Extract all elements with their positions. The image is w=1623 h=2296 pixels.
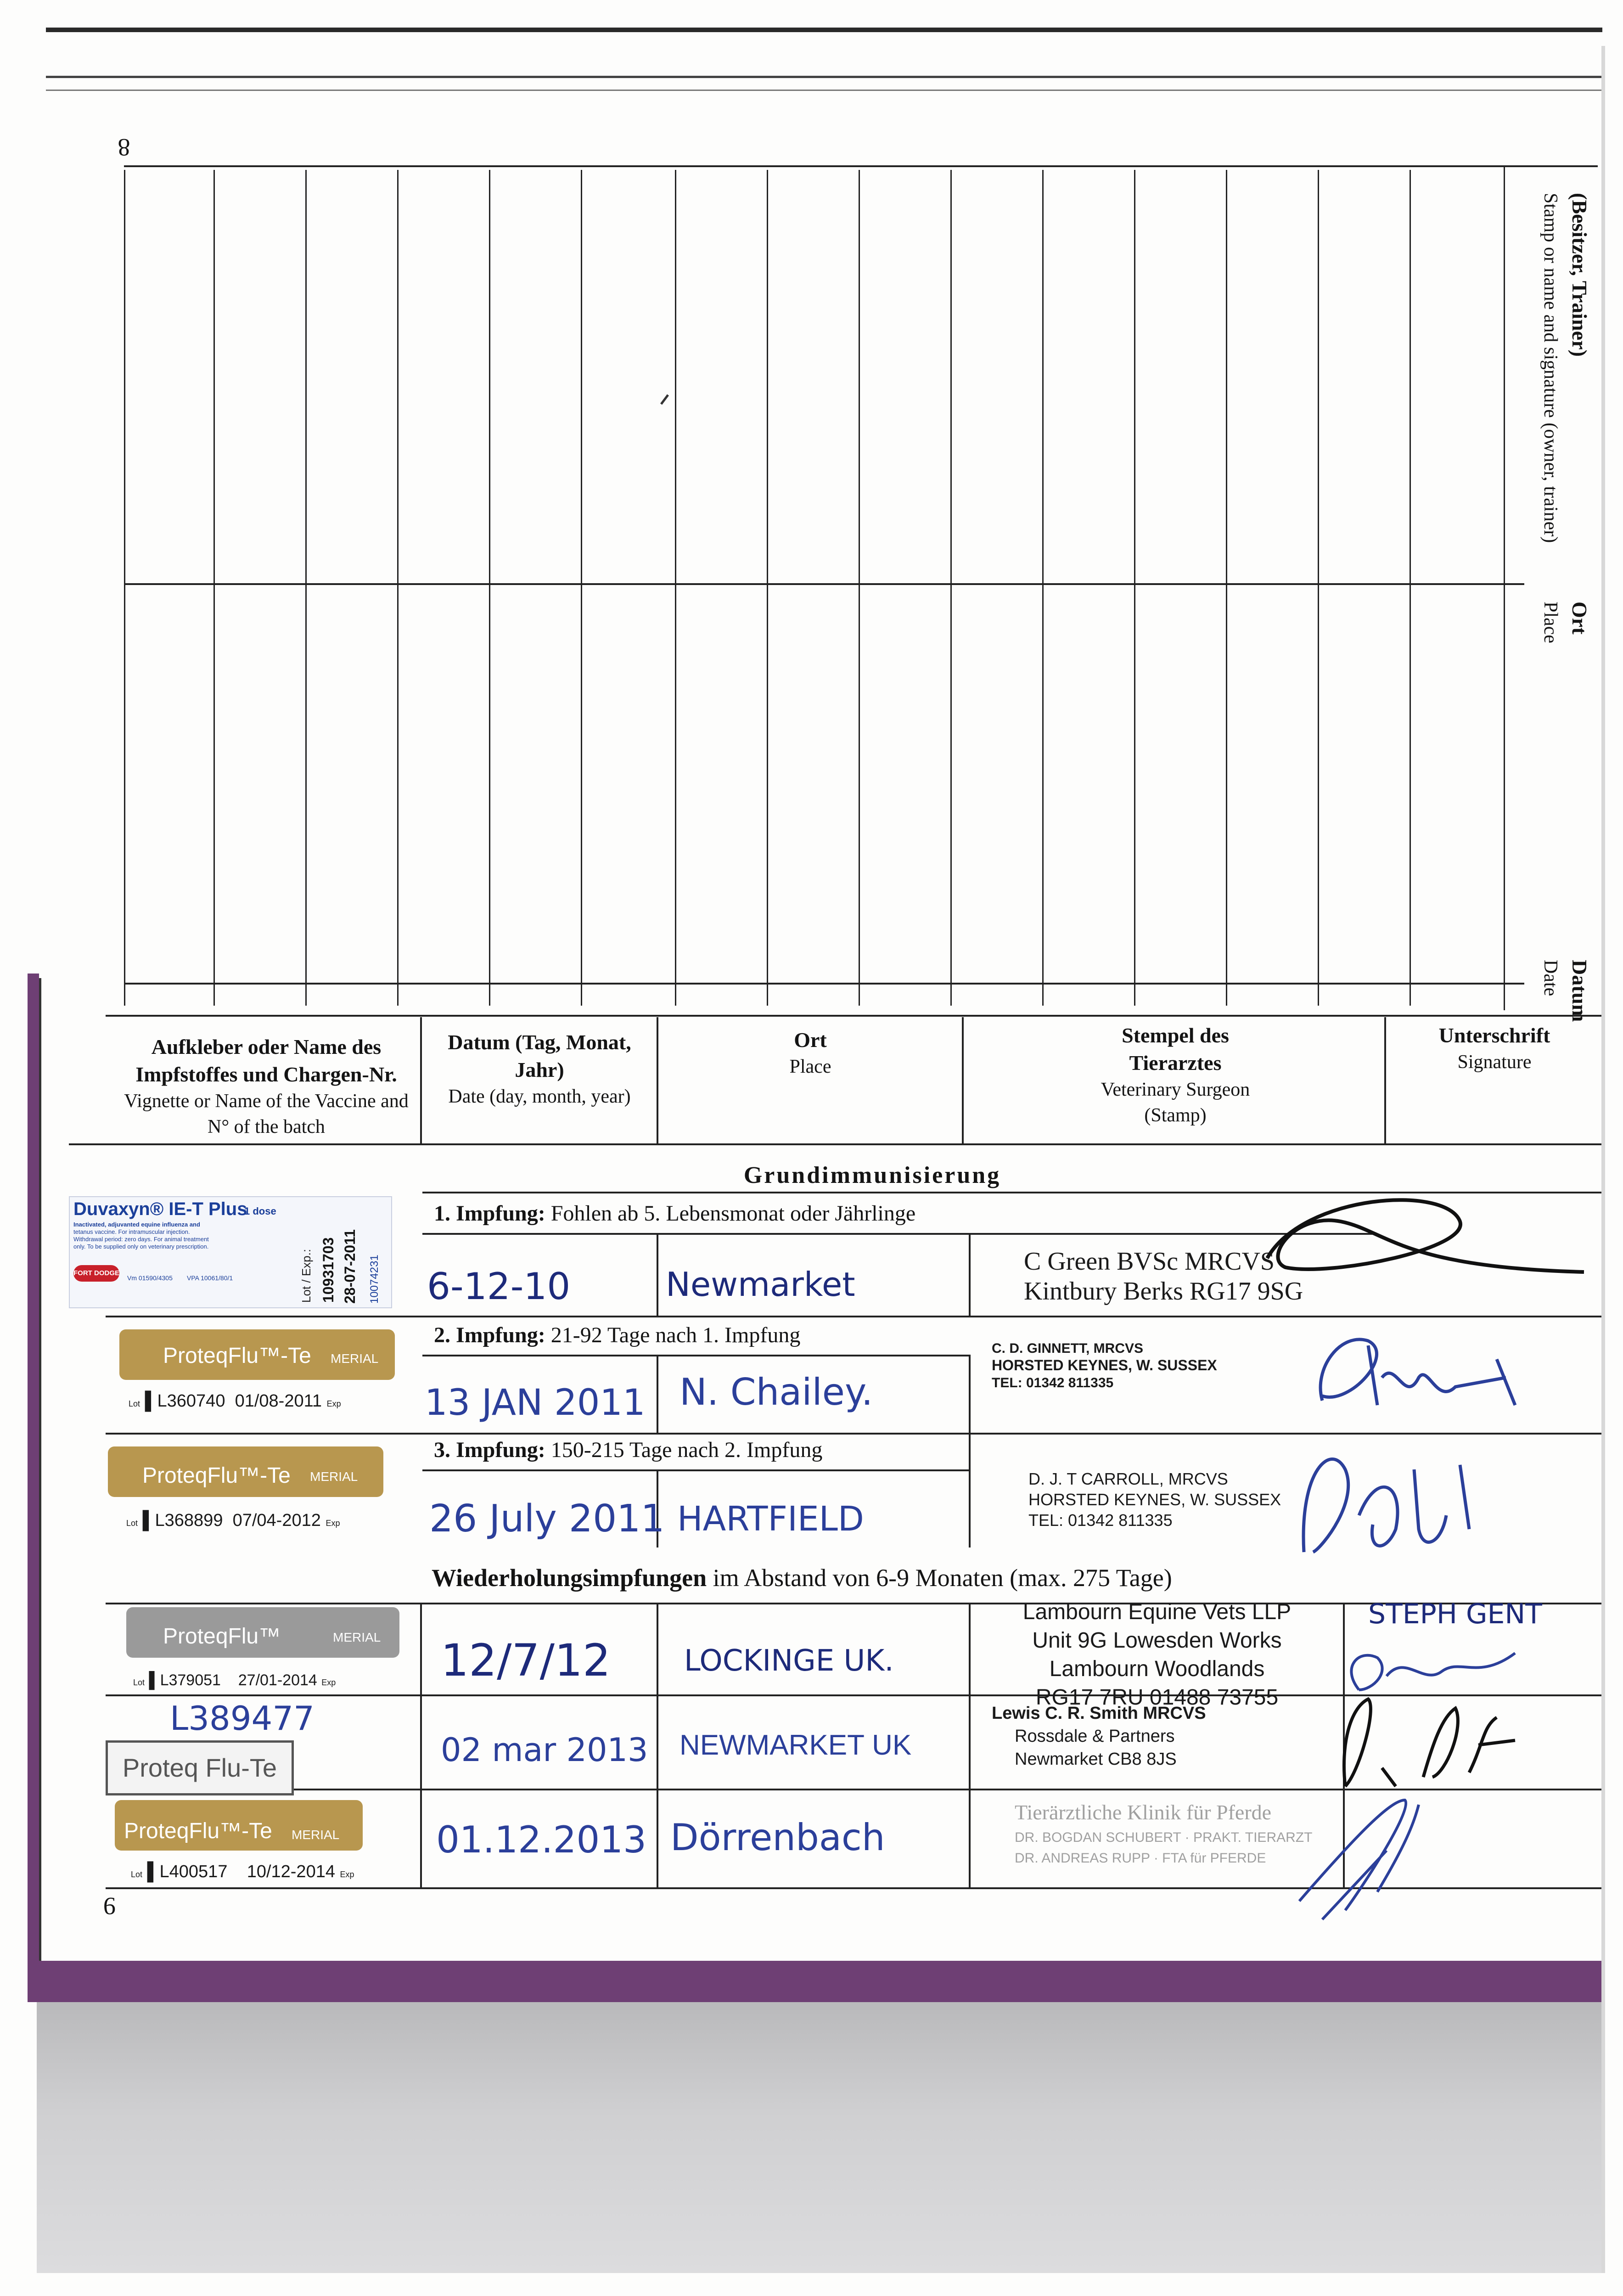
proteq-3-batch: Lot ▌L379051 27/01-2014 Exp: [133, 1671, 336, 1689]
proteq-1-product: ProteqFlu™-Te: [163, 1344, 311, 1368]
proteq-1-maker: MERIAL: [331, 1351, 379, 1366]
row2-label-rest: 21-92 Tage nach 1. Impfung: [545, 1323, 801, 1347]
proteq-2-lot: L368899: [155, 1511, 223, 1530]
cover-backing: [37, 2002, 1602, 2273]
booster1-stamp-3: Lambourn Woodlands: [1049, 1657, 1265, 1681]
header-place-title: Ort: [794, 1028, 827, 1052]
proteq-1-lot-abbr: Lot: [129, 1399, 140, 1408]
booster1-place: LOCKINGE UK.: [684, 1644, 894, 1678]
proteq-4-exp: 10/12-2014: [247, 1862, 335, 1881]
duvaxyn-dose: 1 dose: [244, 1205, 276, 1217]
proteq-3-product: ProteqFlu™: [163, 1624, 281, 1649]
row2-stamp-1: C. D. GINNETT, MRCVS: [992, 1341, 1144, 1356]
proteq-3-exp-abbr: Exp: [321, 1678, 336, 1687]
row3-stamp-2: HORSTED KEYNES, W. SUSSEX: [1028, 1490, 1281, 1509]
proteq-2-exp: 07/04-2012: [232, 1511, 321, 1530]
row3-stamp-1: D. J. T CARROLL, MRCVS: [1028, 1469, 1228, 1488]
row1-stamp-2: Kintbury Berks RG17 9SG: [1024, 1277, 1303, 1306]
proteq-4-lot: L400517: [159, 1862, 228, 1881]
row3-date: 26 July 2011: [429, 1497, 665, 1541]
cover-right-edge: [1601, 46, 1605, 2273]
booster3-stamp-2: DR. BOGDAN SCHUBERT · PRAKT. TIERARZT: [1015, 1830, 1313, 1845]
header-sig-sub: Signature: [1457, 1052, 1532, 1073]
signature-4: [1351, 1653, 1515, 1690]
proteq-2-exp-abbr: Exp: [326, 1519, 340, 1528]
row1-stamp-1: C Green BVSc MRCVS: [1024, 1247, 1275, 1276]
proteq-2-lot-abbr: Lot: [126, 1519, 138, 1528]
row1-date: 6-12-10: [427, 1265, 571, 1308]
proteq-4-exp-abbr: Exp: [340, 1870, 354, 1879]
upper-date-sub: Date: [1540, 960, 1561, 996]
booster2-stamp-3: Newmarket CB8 8JS: [1015, 1750, 1177, 1769]
row3-label-bold: 3. Impfung:: [434, 1438, 545, 1462]
signature-6: [1299, 1800, 1419, 1919]
booster-title-rest: im Abstand von 6-9 Monaten (max. 275 Tage): [707, 1564, 1172, 1592]
row1-label-bold: 1. Impfung:: [434, 1201, 545, 1226]
row1-place: Newmarket: [666, 1265, 855, 1304]
booster2-place: NEWMARKET UK: [680, 1729, 912, 1761]
proteq-1-exp: 01/08-2011: [235, 1391, 322, 1411]
duvaxyn-brand: FORT DODGE: [73, 1265, 119, 1282]
signature-2: [1320, 1339, 1515, 1405]
upper-date-title: Datum: [1568, 960, 1591, 1022]
row2-date: 13 JAN 2011: [425, 1382, 646, 1424]
booster-title-bold: Wiederholungsimpfungen: [432, 1564, 707, 1592]
duvaxyn-lot-label: Lot / Exp.:: [299, 1249, 313, 1303]
upper-sig-title: (Besitzer, Trainer): [1568, 193, 1591, 357]
duvaxyn-product: Duvaxyn® IE-T Plus: [73, 1199, 247, 1219]
header-date-sub: Date (day, month, year): [448, 1086, 631, 1107]
booster1-signer: STEPH GENT: [1368, 1598, 1542, 1630]
proteq-stamp-box: Proteq Flu-Te: [106, 1740, 294, 1795]
proteq-1-lot: L360740: [157, 1391, 225, 1411]
upper-place-sub: Place: [1540, 602, 1561, 643]
booster1-stamp-2: Unit 9G Lowesden Works: [1032, 1628, 1282, 1653]
proteq-3-exp: 27/01-2014: [238, 1671, 317, 1689]
row2-stamp-2: HORSTED KEYNES, W. SUSSEX: [992, 1357, 1217, 1373]
booster1-stamp-4: RG17 7RU 01488 73755: [1035, 1685, 1279, 1710]
row2-stamp-3: TEL: 01342 811335: [992, 1375, 1114, 1390]
header-vet-title: Stempel des Tierarztes: [1122, 1024, 1229, 1075]
place-mark: [661, 395, 668, 404]
header-sig-title: Unterschrift: [1438, 1024, 1550, 1047]
proteq-2-batch: Lot ▌L368899 07/04-2012 Exp: [126, 1511, 340, 1530]
handwritten-lot: L389477: [170, 1699, 314, 1738]
header-date-title: Datum (Tag, Monat, Jahr): [448, 1030, 631, 1081]
header-vaccine-sub: Vignette or Name of the Vaccine and N° of the batch: [124, 1091, 409, 1137]
header-vet-sub: Veterinary Surgeon (Stamp): [1101, 1079, 1250, 1126]
duvaxyn-desc-2: tetanus vaccine. For intramuscular injection.: [73, 1228, 190, 1235]
proteq-4-lot-abbr: Lot: [131, 1870, 143, 1879]
section-primary-title: Grundimmunisierung: [743, 1162, 1001, 1188]
cover-inside-left: [28, 974, 39, 2002]
booster2-stamp-1: Lewis C. R. Smith MRCVS: [992, 1704, 1206, 1723]
proteq-3-lot: L379051: [160, 1671, 221, 1689]
proteq-2-product: ProteqFlu™-Te: [142, 1463, 291, 1488]
signature-5: [1344, 1699, 1515, 1786]
proteq-1-exp-abbr: Exp: [326, 1399, 341, 1408]
proteq-3-lot-abbr: Lot: [133, 1678, 145, 1687]
duvaxyn-code: 10074231: [368, 1255, 381, 1304]
header-place-sub: Place: [789, 1056, 831, 1077]
duvaxyn-vm: Vm 01590/4305: [127, 1274, 173, 1282]
page-number-bottom: 9: [103, 1892, 116, 1920]
proteq-4-maker: MERIAL: [292, 1828, 340, 1842]
row2-label-bold: 2. Impfung:: [434, 1323, 545, 1347]
signature-3: [1303, 1459, 1469, 1553]
booster1-date: 12/7/12: [441, 1635, 611, 1686]
upper-sig-sub: Stamp or name and signature (owner, trainer): [1540, 193, 1561, 543]
booster3-place: Dörrenbach: [670, 1816, 885, 1859]
booster2-date: 02 mar 2013: [441, 1731, 648, 1769]
upper-place-title: Ort: [1568, 602, 1591, 635]
proteq-4-product: ProteqFlu™-Te: [124, 1819, 272, 1843]
booster3-stamp-3: DR. ANDREAS RUPP · FTA für PFERDE: [1015, 1851, 1266, 1866]
proteq-4-batch: Lot ▌L400517 10/12-2014 Exp: [131, 1862, 354, 1881]
purple-cover: [32, 1961, 1602, 2002]
row2-place: N. Chailey.: [680, 1371, 873, 1413]
booster1-stamp-1: Lambourn Equine Vets LLP: [1022, 1600, 1292, 1624]
duvaxyn-lot: 10931703: [320, 1237, 337, 1303]
row3-stamp-3: TEL: 01342 811335: [1028, 1511, 1173, 1530]
page-number-top: 8: [118, 134, 130, 161]
proteq-1-batch: Lot ▌L360740 01/08-2011 Exp: [129, 1391, 341, 1411]
duvaxyn-desc-3: Withdrawal period: zero days. For animal treatment: [73, 1236, 209, 1243]
duvaxyn-vpa: VPA 10061/80/1: [187, 1274, 233, 1282]
proteq-2-maker: MERIAL: [310, 1469, 358, 1484]
header-vaccine-title: Aufkleber oder Name des Impfstoffes und Chargen-Nr.: [135, 1035, 397, 1086]
duvaxyn-desc-1: Inactivated, adjuvanted equine influenza and: [73, 1221, 200, 1228]
duvaxyn-desc-4: only. To be supplied only on veterinary prescription.: [73, 1243, 209, 1250]
row3-place: HARTFIELD: [677, 1499, 864, 1539]
booster3-stamp-1: Tierärztliche Klinik für Pferde: [1015, 1801, 1272, 1824]
row1-label-rest: Fohlen ab 5. Lebensmonat oder Jährlinge: [545, 1201, 916, 1226]
proteq-3-maker: MERIAL: [333, 1630, 381, 1644]
signature-1: [1267, 1200, 1584, 1272]
booster2-stamp-2: Rossdale & Partners: [1015, 1727, 1175, 1746]
duvaxyn-exp: 28-07-2011: [342, 1229, 358, 1304]
booster3-date: 01.12.2013: [436, 1818, 647, 1861]
row3-label-rest: 150-215 Tage nach 2. Impfung: [545, 1438, 823, 1462]
